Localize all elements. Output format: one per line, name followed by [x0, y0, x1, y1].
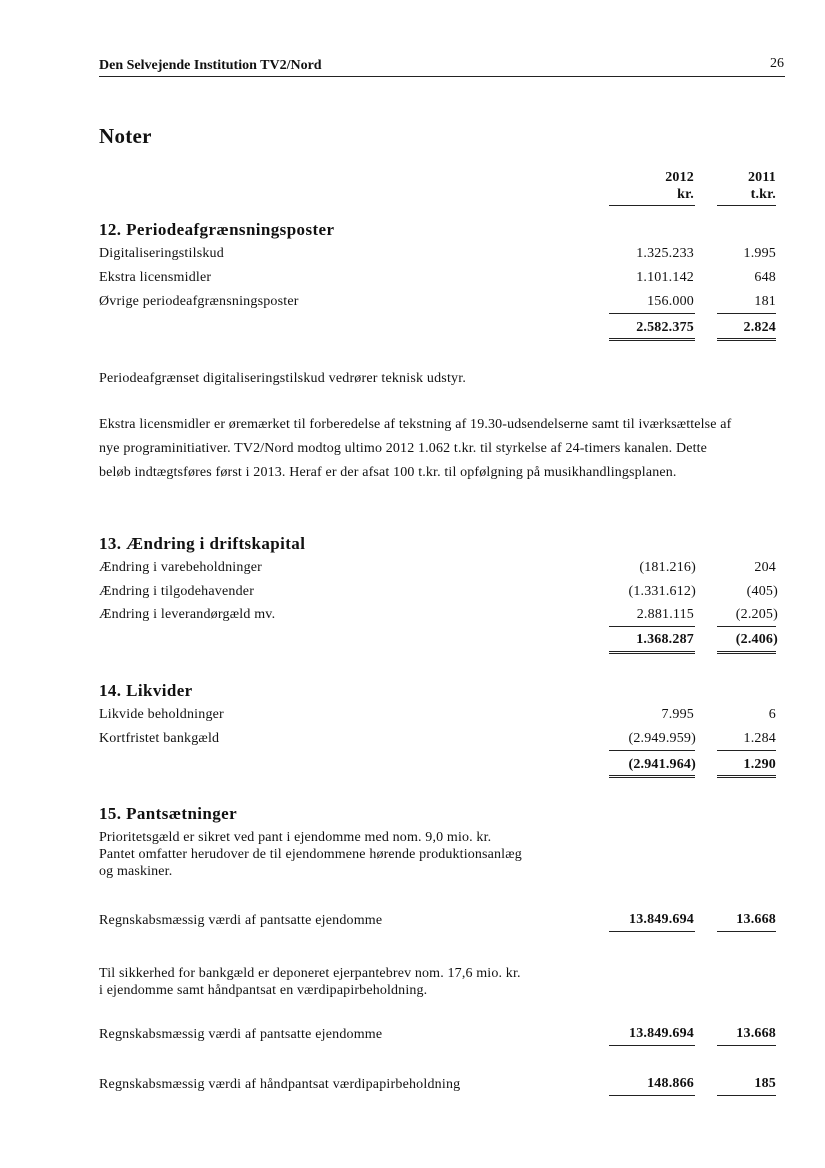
note-15-row-1-rule-2012: [609, 931, 695, 932]
note-14-subtotal-rule-2011: [717, 750, 776, 751]
note-12-row-v2011: 1.995: [743, 246, 776, 261]
note-14-total-2012: (2.941.964): [628, 757, 696, 772]
note-12-row-v2012: 1.101.142: [636, 270, 694, 285]
note-12-total-2012: 2.582.375: [636, 320, 694, 335]
note-15-row-3-label: Regnskabsmæssig værdi af håndpantsat værdipapirbeholdning: [99, 1077, 461, 1092]
note-15-text-2: [99, 965, 521, 999]
note-12-row-v2011: 648: [754, 270, 776, 285]
note-13-total-double-rule-2012: [609, 651, 695, 654]
note-15-text-2-line: i ejendomme samt håndpantsat en værdipapirbeholdning.: [99, 983, 428, 998]
note-13-row-v2012: (181.216): [639, 560, 696, 575]
note-15-text-1-line: Prioritetsgæld er sikret ved pant i ejendomme med nom. 9,0 mio. kr.: [99, 830, 492, 845]
note-12-row-label: Ekstra licensmidler: [99, 270, 212, 285]
note-15-text-1-line: og maskiner.: [99, 864, 173, 879]
note-15-row-1-label: Regnskabsmæssig værdi af pantsatte ejendomme: [99, 913, 383, 928]
col-unit-2012: kr.: [677, 187, 694, 202]
note-15-row-1-v2011: 13.668: [736, 912, 776, 927]
note-14-row-v2012: (2.949.959): [628, 731, 696, 746]
page-number: 26: [770, 56, 784, 71]
note-12-text-2-line: nye programinitiativer. TV2/Nord modtog ultimo 2012 1.062 t.kr. til styrkelse af 24-timers kanalen. Dette: [99, 441, 708, 456]
note-12-heading: 12. Periodeafgrænsningsposter: [99, 220, 335, 239]
note-14-row-v2012: 7.995: [661, 707, 694, 722]
note-14-total-double-rule-2011: [717, 775, 776, 778]
note-14-total-2011: 1.290: [743, 757, 776, 772]
note-15-row-3-v2011: 185: [754, 1076, 776, 1091]
note-12-row-v2012: 1.325.233: [636, 246, 694, 261]
note-15-row-2-label: Regnskabsmæssig værdi af pantsatte ejendomme: [99, 1027, 383, 1042]
note-12-text-2: [99, 413, 731, 485]
col-year-2012: 2012: [665, 170, 694, 185]
note-12-total-double-rule-2011: [717, 338, 776, 341]
note-12-text-1: Periodeafgrænset digitaliseringstilskud vedrører teknisk udstyr.: [99, 371, 467, 386]
note-15-text-1-line: Pantet omfatter herudover de til ejendommene hørende produktionsanlæg: [99, 847, 522, 862]
note-12-total-double-rule-2012: [609, 338, 695, 341]
note-12-row-v2011: 181: [754, 294, 776, 309]
note-12-row-v2012: 156.000: [647, 294, 694, 309]
header-institution: Den Selvejende Institution TV2/Nord: [99, 58, 322, 73]
note-12-subtotal-rule-2012: [609, 313, 695, 314]
note-15-row-2-rule-2011: [717, 1045, 776, 1046]
note-13-total-2011: (2.406): [735, 632, 778, 647]
note-14-total-double-rule-2012: [609, 775, 695, 778]
note-13-subtotal-rule-2012: [609, 626, 695, 627]
note-15-heading: 15. Pantsætninger: [99, 804, 238, 823]
note-14-heading: 14. Likvider: [99, 681, 193, 700]
note-13-row-label: Ændring i leverandørgæld mv.: [99, 607, 276, 622]
note-13-row-v2012: (1.331.612): [628, 584, 696, 599]
note-12-subtotal-rule-2011: [717, 313, 776, 314]
note-15-row-3-rule-2011: [717, 1095, 776, 1096]
note-15-row-2-v2011: 13.668: [736, 1026, 776, 1041]
note-12-total-2011: 2.824: [743, 320, 776, 335]
header-rule: [99, 76, 785, 77]
note-15-text-1: [99, 829, 522, 880]
page-title: Noter: [99, 124, 152, 148]
col-year-2011: 2011: [747, 170, 776, 185]
note-15-row-2-v2012: 13.849.694: [629, 1026, 694, 1041]
note-15-text-2-line: Til sikkerhed for bankgæld er deponeret ejerpantebrev nom. 17,6 mio. kr.: [99, 966, 521, 981]
note-12-text-2-line: beløb indtægtsføres først i 2013. Heraf er der afsat 100 t.kr. til opfølgning på musikhandlingsplanen.: [99, 465, 677, 480]
note-14-row-v2011: 1.284: [743, 731, 776, 746]
note-14-subtotal-rule-2012: [609, 750, 695, 751]
note-12-row-label: Digitaliseringstilskud: [99, 246, 224, 261]
note-15-row-1-v2012: 13.849.694: [629, 912, 694, 927]
note-14-row-label: Likvide beholdninger: [99, 707, 224, 722]
note-13-total-2012: 1.368.287: [636, 632, 694, 647]
note-13-row-label: Ændring i varebeholdninger: [99, 560, 263, 575]
note-13-subtotal-rule-2011: [717, 626, 776, 627]
note-12-row-label: Øvrige periodeafgrænsningsposter: [99, 294, 299, 309]
note-15-row-3-rule-2012: [609, 1095, 695, 1096]
note-13-row-v2011: 204: [754, 560, 776, 575]
col-underline-2012: [609, 205, 695, 206]
col-unit-2011: t.kr.: [750, 187, 776, 202]
note-15-row-3-v2012: 148.866: [647, 1076, 694, 1091]
note-15-row-1-rule-2011: [717, 931, 776, 932]
note-13-total-double-rule-2011: [717, 651, 776, 654]
col-underline-2011: [717, 205, 776, 206]
note-13-heading: 13. Ændring i driftskapital: [99, 534, 306, 553]
note-14-row-label: Kortfristet bankgæld: [99, 731, 220, 746]
note-12-text-2-line: Ekstra licensmidler er øremærket til forberedelse af tekstning af 19.30-udsendelserne samt til iværksættelse af: [99, 417, 732, 432]
note-13-row-v2011: (405): [746, 584, 778, 599]
note-13-row-v2012: 2.881.115: [636, 607, 694, 622]
note-13-row-label: Ændring i tilgodehavender: [99, 584, 255, 599]
note-14-row-v2011: 6: [768, 707, 776, 722]
note-13-row-v2011: (2.205): [735, 607, 778, 622]
note-15-row-2-rule-2012: [609, 1045, 695, 1046]
